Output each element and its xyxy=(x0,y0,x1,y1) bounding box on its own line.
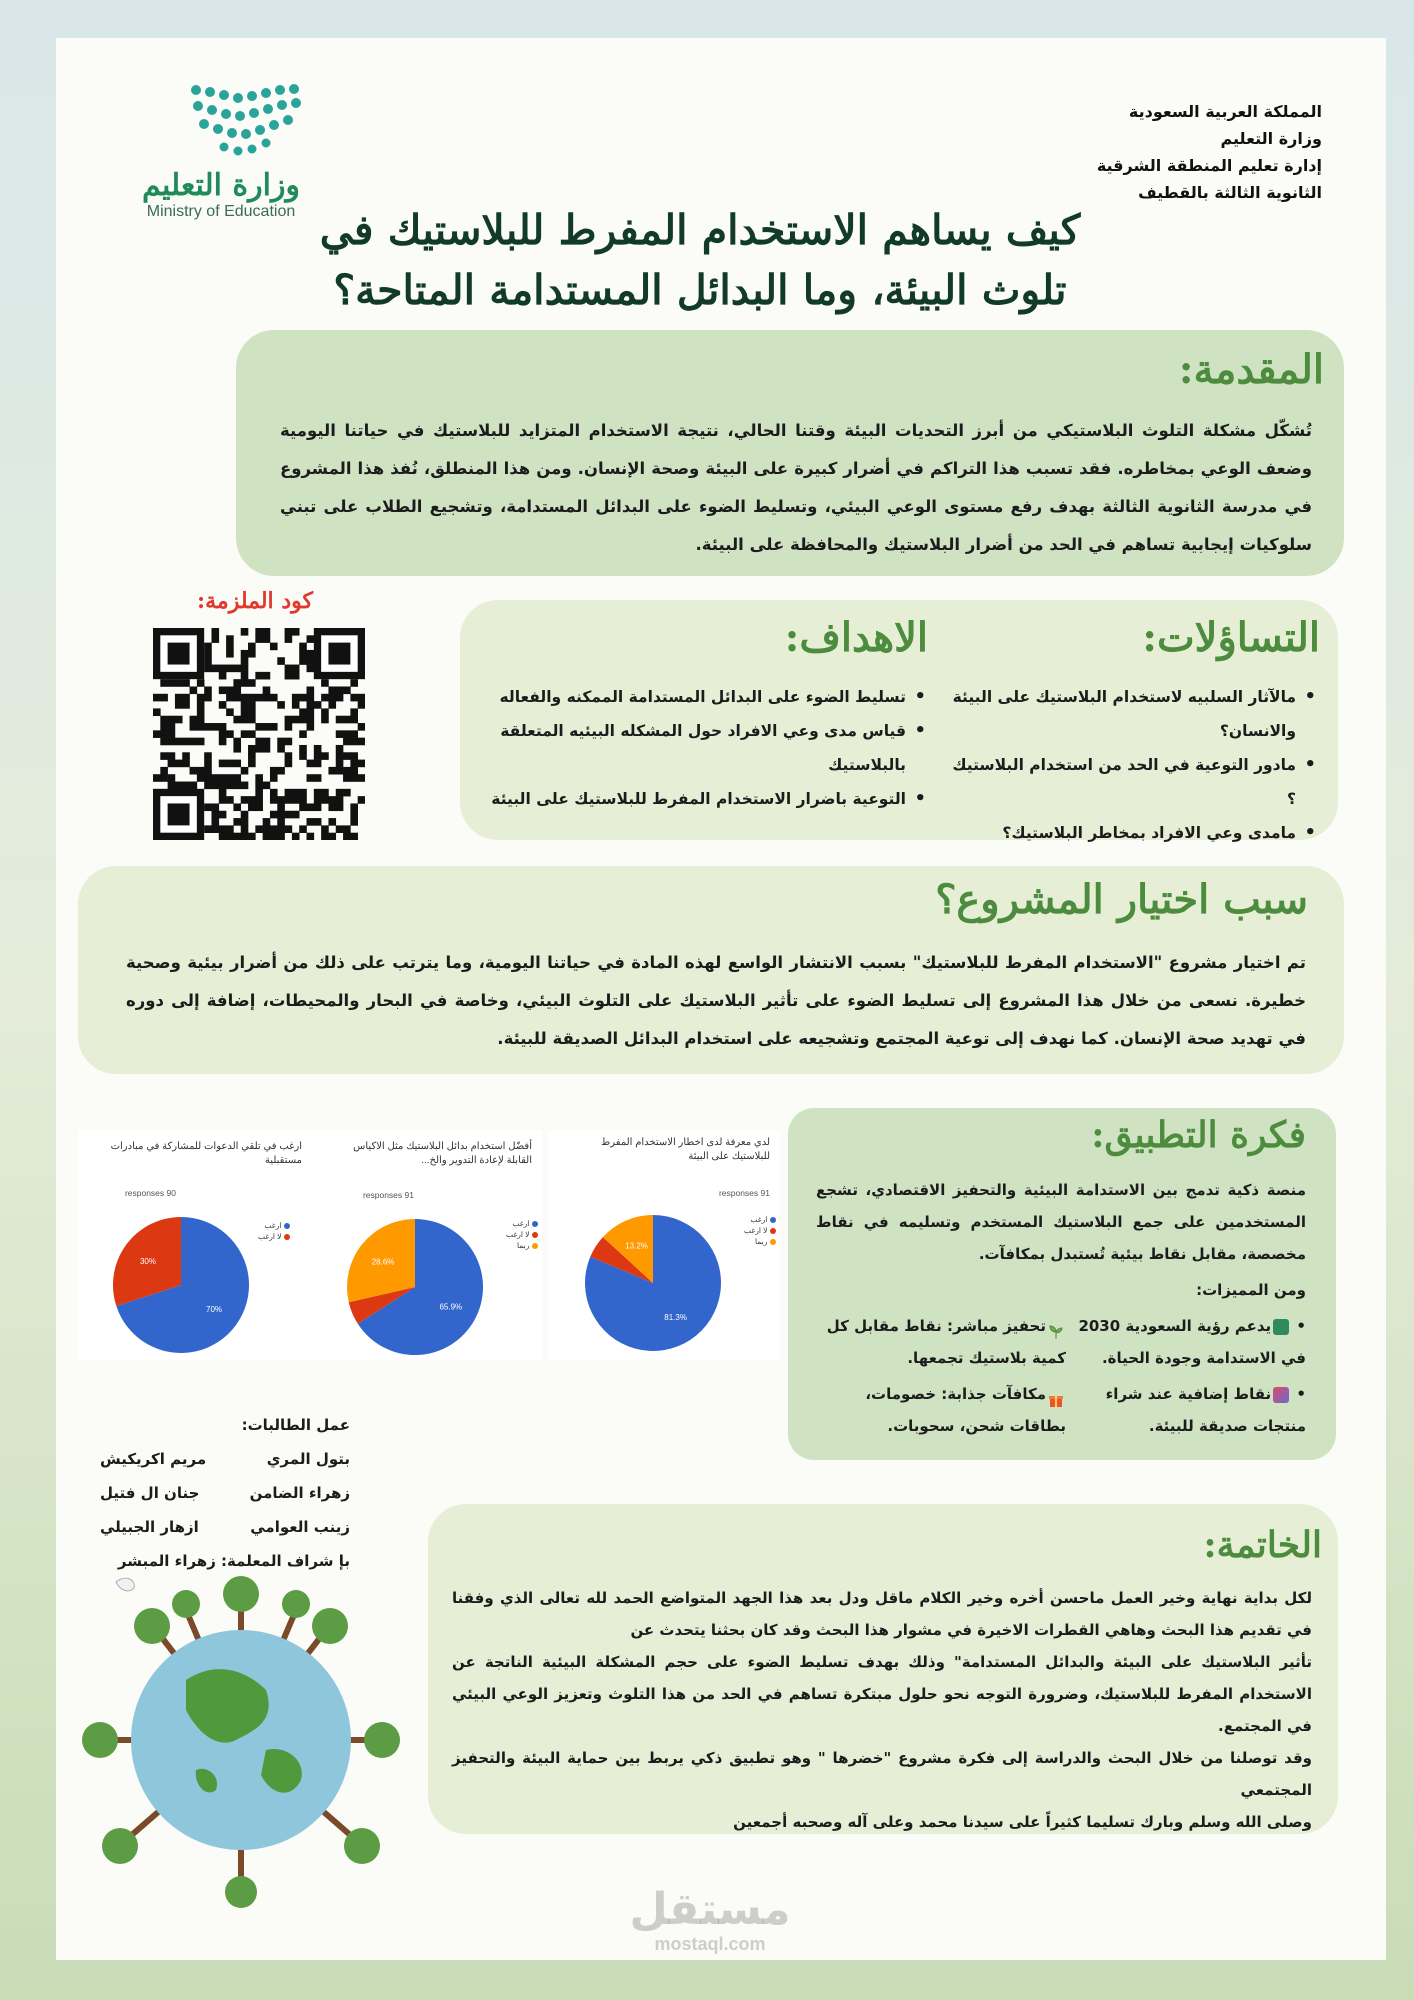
chart-3-pie xyxy=(106,1210,256,1360)
app-text: منصة ذكية تدمج بين الاستدامة البيئية والتحفيز الاقتصادي، تشجع المستخدمين على جمع البلاستيك المستخدم وتسليمه في نقاط مخصصة، مقابل نقاط بيئية تُستبدل بمكافآت. xyxy=(816,1181,1306,1263)
conclusion-line-4: وصلى الله وسلم وبارك تسليما كثيراً على سيدنا محمد وعلى آله وصحبه أجمعين xyxy=(733,1813,1312,1831)
app-idea-section xyxy=(788,1108,1336,1460)
pie-value-label: 28.6% xyxy=(371,1257,395,1267)
pie-value-label: 65.9% xyxy=(439,1302,463,1312)
legend-item: لا ارغب xyxy=(258,1231,290,1242)
student-row: زينب العوامي ازهار الجبيلي xyxy=(100,1518,350,1536)
reason-text: تم اختيار مشروع "الاستخدام المفرط للبلاستيك" بسبب الانتشار الواسع لهذه المادة في حياتنا اليومية، وما يترتب على ذلك من أضرار بيئية وصحية خطيرة. نسعى من خلال هذا المشروع إلى تسليط الضوء على تأثير البلاستيك على التلوث البيئي، وخاصة في البحار والمحيطات، إضافة إلى دوره في تهديد صحة الإنسان. كما نهدف إلى توعية المجتمع وتشجيعه على استخدام البدائل الصديقة للبيئة. xyxy=(126,953,1306,1048)
chart-2-responses: 91 responses xyxy=(362,1190,414,1200)
students-credits xyxy=(100,1408,350,1578)
questions-goals-section xyxy=(460,600,1338,840)
app-features-label: ومن المميزات: xyxy=(1196,1281,1306,1299)
chart-2-question: أفضّل استخدام بدائل البلاستيك مثل الاكياس القابلة لإعادة التدوير والخ... xyxy=(353,1141,532,1166)
questions-heading: التساؤلات: xyxy=(1142,614,1320,661)
conclusion-section xyxy=(428,1504,1338,1834)
teacher-credit: بإ شراف المعلمة: زهراء المبشر xyxy=(117,1552,350,1570)
student-row: زهراء الضامن جنان ال فتيل xyxy=(100,1484,350,1502)
app-feature-2: تحفيز مباشر: نقاط مقابل كل كمية بلاستيك تجمعها. xyxy=(826,1317,1066,1367)
qr-label: كود الملزمة: xyxy=(197,588,313,614)
goal-item: • التوعية باضرار الاستخدام المفرط للبلاستيك على البيئة xyxy=(488,782,928,816)
watermark xyxy=(600,1886,820,1955)
legend-item: ربما xyxy=(744,1236,776,1247)
ministry-logo-english: Ministry of Education xyxy=(146,203,296,220)
vision-2030-icon xyxy=(1273,1319,1289,1335)
chart-2-legend xyxy=(506,1218,538,1251)
app-feature-1: • يدعم رؤية السعودية 2030 في الاستدامة وجودة الحياة. xyxy=(1078,1317,1306,1367)
legend-item: لا ارغب xyxy=(744,1225,776,1236)
ministry-logo-dots-icon xyxy=(106,80,306,160)
earth-illustration xyxy=(76,1570,406,1910)
watermark-english: mostaql.com xyxy=(654,1934,766,1954)
earth-trees-icon xyxy=(76,1570,406,1910)
students-label: عمل الطالبات: xyxy=(241,1416,350,1434)
gift-icon xyxy=(1048,1387,1064,1403)
chart-3-responses: 90 responses xyxy=(124,1188,176,1198)
conclusion-line-1: لكل بداية نهاية وخير العمل ماحسن أخره وخير الكلام ماقل ودل بعد هذا الجهد المتواضع الحمد لله تعالى الذي وفقنا في تقديم هذا البحث وهاهي القطرات الاخيرة في مشوار هذا البحث وقد كان بحثنا يتحدث عن xyxy=(452,1589,1312,1639)
title-line-2: تلوث البيئة، وما البدائل المستدامة المتاحة؟ xyxy=(333,266,1067,314)
survey-chart-1 xyxy=(548,1130,780,1360)
qr-code[interactable] xyxy=(153,628,365,840)
app-feature-3: • نقاط إضافية عند شراء منتجات صديقة للبيئة. xyxy=(1105,1385,1306,1435)
app-feature-4: مكافآت جذابة: خصومات، بطاقات شحن، سحوبات. xyxy=(865,1385,1066,1435)
pie-value-label: 81.3% xyxy=(664,1312,687,1322)
intro-text: تُشكّل مشكلة التلوث البلاستيكي من أبرز التحديات البيئة وقتنا الحالي، نتيجة الاستخدام المتزايد للبلاستيك في حياتنا اليومية وضعف الوعي بمخاطره. فقد تسبب هذا التراكم في أضرار كبيرة على البيئة وصحة الإنسان. ومن هذا المنطلق، نُفذ هذا المشروع في مدرسة الثانوية الثالثة بهدف رفع مستوى الوعي البيئي، وتسليط الضوء على البدائل المستدامة، وتشجيع الطلاب على تبني سلوكيات إيجابية تساهم في الحد من أضرار البلاستيك والمحافظة على البيئة. xyxy=(280,421,1312,554)
intro-section xyxy=(236,330,1344,576)
government-header xyxy=(1000,98,1322,206)
question-item: • مادور التوعية في الحد من استخدام البلاستيك ؟ xyxy=(948,748,1318,816)
app-heading: فكرة التطبيق: xyxy=(1091,1114,1306,1156)
watermark-arabic: مستقل xyxy=(629,1884,791,1935)
page-title xyxy=(270,200,1130,320)
bullet: • xyxy=(1291,1317,1306,1335)
ministry-logo-arabic: وزارة التعليم xyxy=(142,168,300,203)
qr-code-icon xyxy=(153,628,365,840)
legend-item: ربما xyxy=(506,1240,538,1251)
legend-item: ارغب xyxy=(258,1220,290,1231)
chart-2-pie xyxy=(340,1212,490,1362)
goals-heading: الاهداف: xyxy=(784,614,928,661)
chart-3-question: ارغب في تلقي الدعوات للمشاركة في مبادرات مستقبلية xyxy=(110,1141,302,1166)
chart-1-responses: 91 responses xyxy=(718,1188,770,1198)
chart-3-legend xyxy=(258,1220,290,1242)
legend-item: ارغب xyxy=(506,1218,538,1229)
shopping-bags-icon xyxy=(1273,1387,1289,1403)
gov-line-3: إدارة تعليم المنطقة الشرقية xyxy=(1096,156,1322,175)
conclusion-body xyxy=(452,1582,1312,1838)
goals-list xyxy=(488,680,928,816)
bullet: • xyxy=(1291,1385,1306,1403)
title-line-1: كيف يساهم الاستخدام المفرط للبلاستيك في xyxy=(319,206,1081,254)
survey-chart-2 xyxy=(310,1130,542,1360)
chart-1-legend xyxy=(744,1214,776,1247)
gov-line-2: وزارة التعليم xyxy=(1220,129,1322,148)
question-item: • مالآثار السلبيه لاستخدام البلاستيك على البيئة والانسان؟ xyxy=(948,680,1318,748)
conclusion-line-3: وقد توصلنا من خلال البحث والدراسة إلى فكرة مشروع "خضرها " وهو تطبيق ذكي يربط بين حماية البيئة والتحفيز المجتمعي xyxy=(452,1749,1312,1799)
chart-1-question: لدي معرفة لدى اخطار الاستخدام المفرط للبلاستيك على البيئة xyxy=(601,1137,770,1162)
chart-1-pie xyxy=(578,1208,728,1358)
reason-section xyxy=(78,866,1344,1074)
pie-value-label: 13.2% xyxy=(625,1241,648,1251)
pie-value-label: 30% xyxy=(139,1257,156,1267)
intro-heading: المقدمة: xyxy=(1178,346,1324,393)
legend-item: لا ارغب xyxy=(506,1229,538,1240)
survey-chart-3 xyxy=(78,1130,310,1360)
goal-item: • تسليط الضوء على البدائل المستدامة الممكنه والفعاله xyxy=(488,680,928,714)
reason-heading: سبب اختيار المشروع؟ xyxy=(935,876,1308,923)
gov-line-4: الثانوية الثالثة بالقطيف xyxy=(1138,183,1322,202)
gov-line-1: المملكة العربية السعودية xyxy=(1128,102,1322,121)
legend-item: ارغب xyxy=(744,1214,776,1225)
student-row: بتول المري مريم اكريكيش xyxy=(100,1450,350,1468)
sprout-icon xyxy=(1048,1319,1064,1335)
goal-item: • قياس مدى وعي الافراد حول المشكله البيئيه المتعلقة بالبلاستيك xyxy=(488,714,928,782)
question-item: • مامدى وعي الافراد بمخاطر البلاستيك؟ xyxy=(948,816,1318,850)
conclusion-heading: الخاتمة: xyxy=(1203,1524,1322,1566)
conclusion-line-2: تأثير البلاستيك على البيئة والبدائل المستدامة" وذلك بهدف تسليط الضوء على حجم المشكلة البيئية الناتجة عن الاستخدام المفرط للبلاستيك، وضرورة التوجه نحو حلول مبتكرة تساهم في الحد من هذا التلوث وتعزيز الوعي البيئي في المجتمع. xyxy=(452,1653,1312,1735)
pie-value-label: 70% xyxy=(206,1304,223,1314)
questions-list xyxy=(948,680,1318,850)
